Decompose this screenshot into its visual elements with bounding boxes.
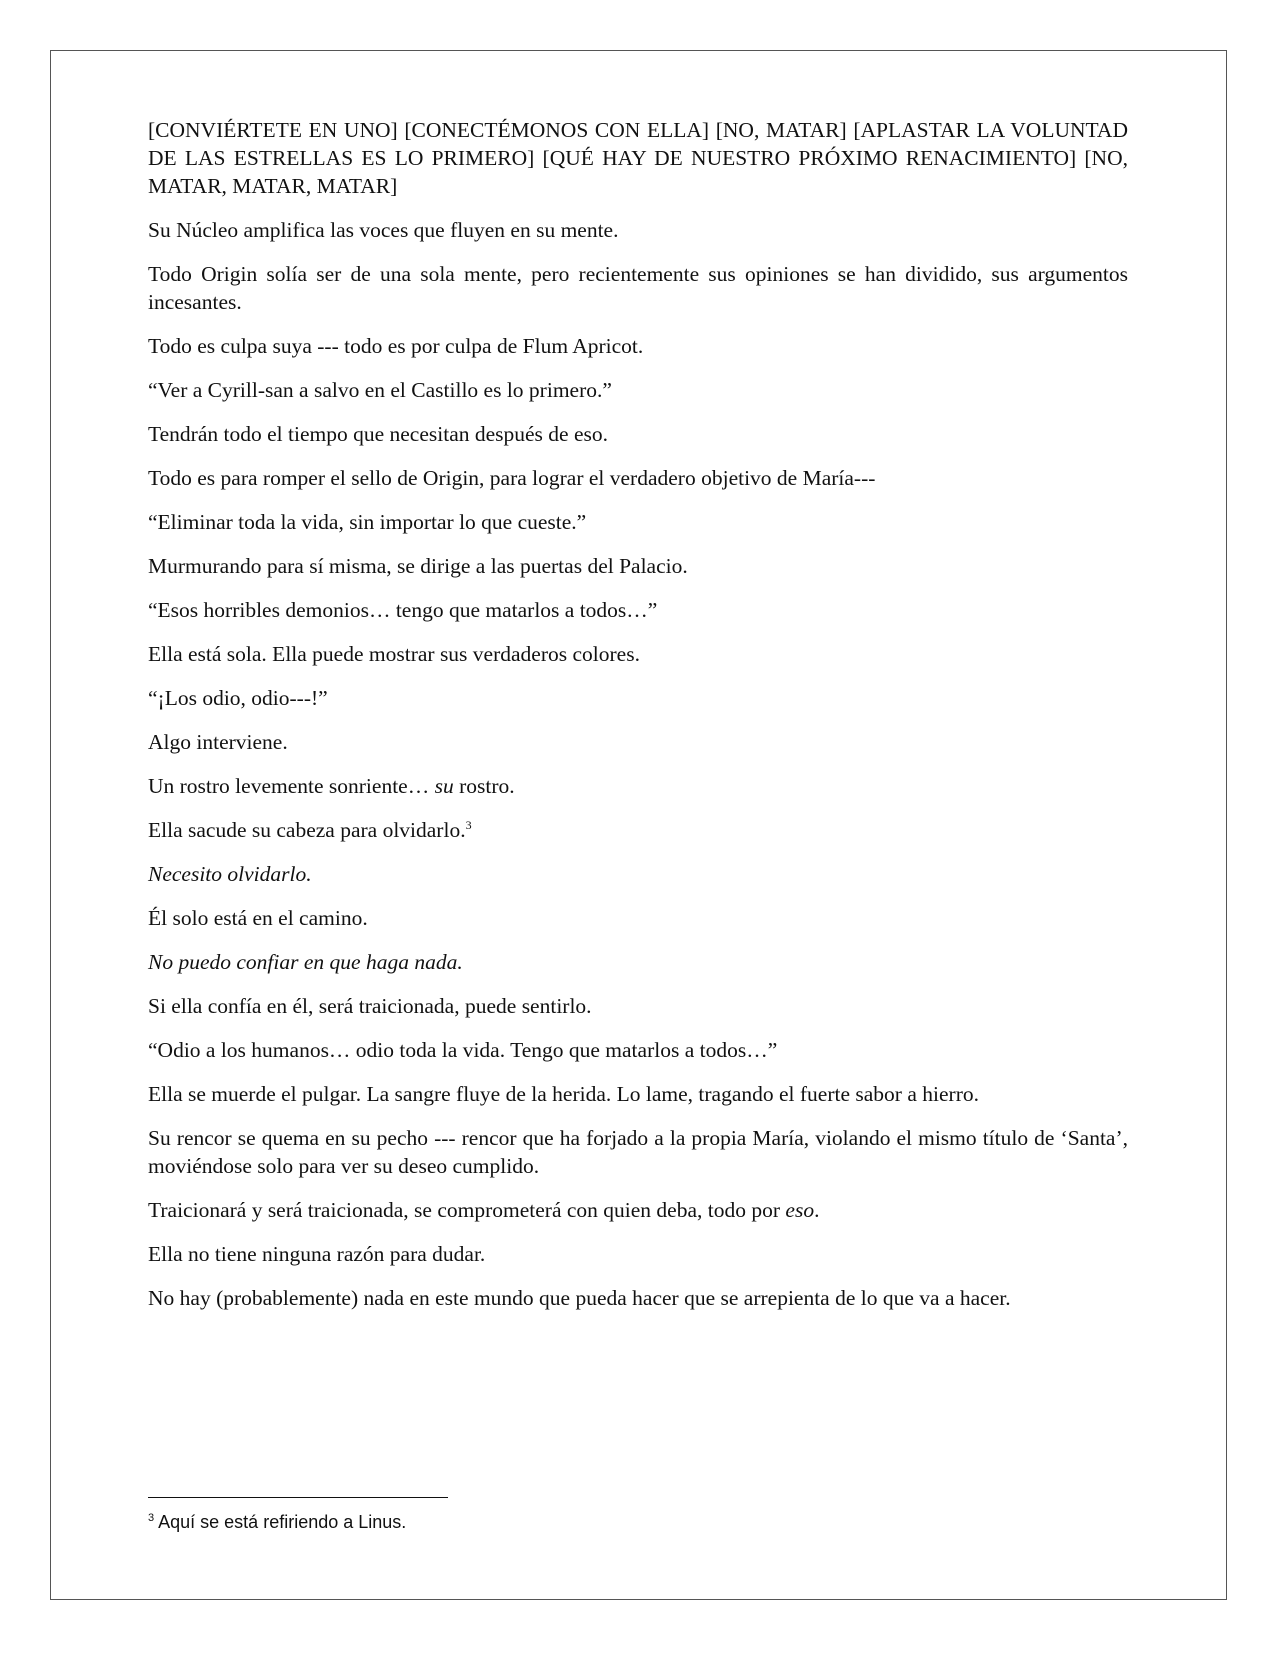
paragraph: Murmurando para sí misma, se dirige a las puertas del Palacio. <box>148 554 688 578</box>
footnote <box>148 1510 406 1534</box>
footnote-separator <box>148 1497 448 1498</box>
footnote-number: 3 <box>148 1512 155 1524</box>
italic-text: eso <box>785 1198 815 1222</box>
paragraph: Todo es culpa suya --- todo es por culpa de Flum Apricot. <box>148 334 644 358</box>
paragraph: Él solo está en el camino. <box>148 906 368 930</box>
footnote-reference[interactable]: 3 <box>465 817 472 832</box>
italic-thought-paragraph: Necesito olvidarlo. <box>148 862 312 886</box>
paragraph: Algo interviene. <box>148 730 288 754</box>
text-run: Ella sacude su cabeza para olvidarlo. <box>148 818 466 842</box>
dialogue-paragraph: “Eliminar toda la vida, sin importar lo que cueste.” <box>148 510 587 534</box>
text-run: Un rostro levemente sonriente… <box>148 774 435 798</box>
paragraph: Si ella confía en él, será traicionada, puede sentirlo. <box>148 994 592 1018</box>
paragraph: Ella se muerde el pulgar. La sangre fluye de la herida. Lo lame, tragando el fuerte sabor a hierro. <box>148 1082 979 1106</box>
dialogue-paragraph: “¡Los odio, odio---!” <box>148 686 328 710</box>
document-body <box>148 116 1128 1328</box>
italic-text: su <box>434 774 454 798</box>
header-caps-paragraph: [CONVIÉRTETE EN UNO] [CONECTÉMONOS CON ELLA] [NO, MATAR] [APLASTAR LA VOLUNTAD DE LAS ESTRELLAS ES LO PRIMERO] [QUÉ HAY DE NUESTRO PRÓXIMO RENACIMIENTO] [NO, MATAR, MATAR, MATAR] <box>148 118 1128 198</box>
text-run: . <box>814 1198 820 1222</box>
dialogue-paragraph: “Esos horribles demonios… tengo que matarlos a todos…” <box>148 598 658 622</box>
paragraph: Ella no tiene ninguna razón para dudar. <box>148 1242 486 1266</box>
paragraph: Todo Origin solía ser de una sola mente, pero recientemente sus opiniones se han dividido, sus argumentos incesantes. <box>148 262 1128 314</box>
paragraph: Todo es para romper el sello de Origin, para lograr el verdadero objetivo de María--- <box>148 466 876 490</box>
footnote-text: Aquí se está refiriendo a Linus. <box>154 1512 407 1532</box>
italic-thought-paragraph: No puedo confiar en que haga nada. <box>148 950 463 974</box>
paragraph: Su Núcleo amplifica las voces que fluyen en su mente. <box>148 218 619 242</box>
paragraph <box>148 772 1128 800</box>
text-run: rostro. <box>453 774 515 798</box>
paragraph: No hay (probablemente) nada en este mundo que pueda hacer que se arrepienta de lo que va a hacer. <box>148 1286 1011 1310</box>
text-run: Traicionará y será traicionada, se comprometerá con quien deba, todo por <box>148 1198 786 1222</box>
paragraph <box>148 816 1128 844</box>
dialogue-paragraph: “Ver a Cyrill-san a salvo en el Castillo es lo primero.” <box>148 378 612 402</box>
paragraph <box>148 1196 1128 1224</box>
paragraph: Su rencor se quema en su pecho --- rencor que ha forjado a la propia María, violando el mismo título de ‘Santa’, moviéndose solo para ver su deseo cumplido. <box>148 1126 1128 1178</box>
dialogue-paragraph: “Odio a los humanos… odio toda la vida. Tengo que matarlos a todos…” <box>148 1038 778 1062</box>
paragraph: Tendrán todo el tiempo que necesitan después de eso. <box>148 422 609 446</box>
paragraph: Ella está sola. Ella puede mostrar sus verdaderos colores. <box>148 642 640 666</box>
